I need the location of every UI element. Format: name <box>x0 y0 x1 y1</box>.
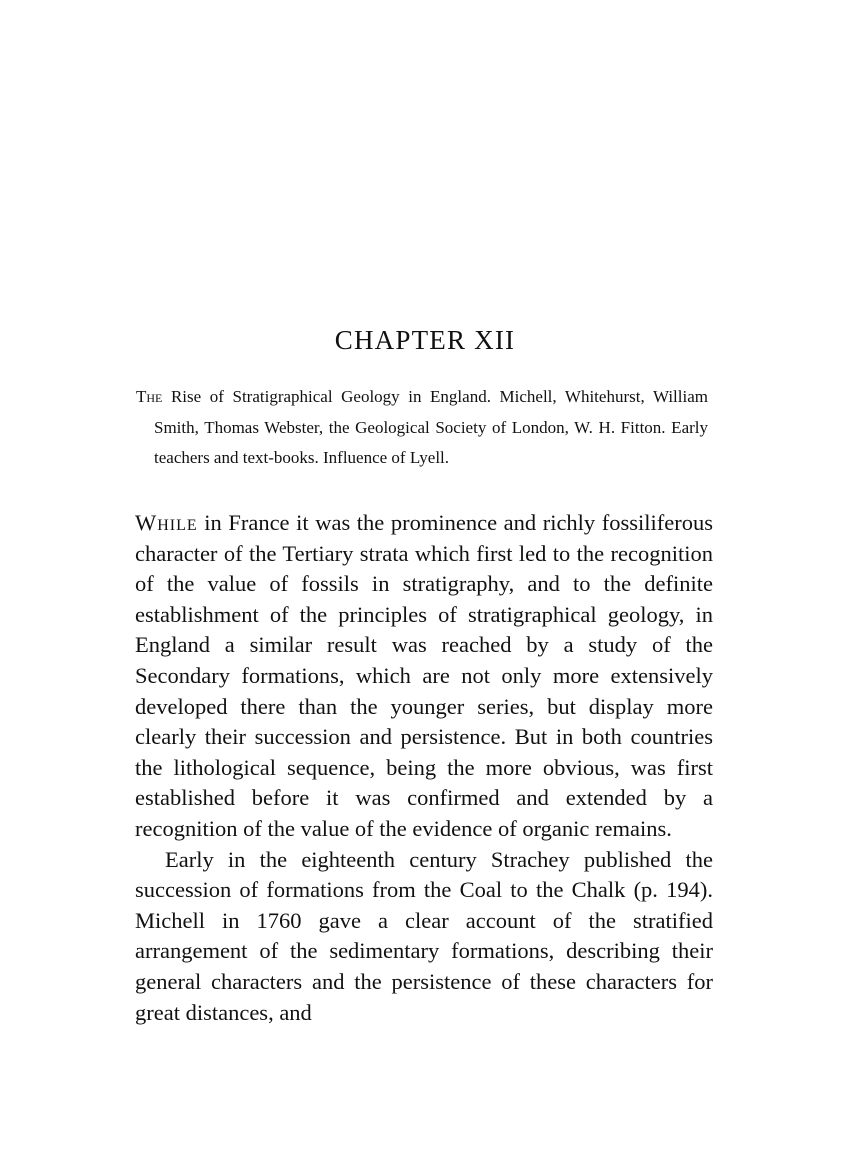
chapter-heading: CHAPTER XII <box>334 325 516 355</box>
paragraph-1-lead-word: While <box>135 510 198 535</box>
paragraph-1-text: in France it was the prominence and richly fossiliferous character of the Tertiary strata which first led to the recognition of the value of fossils in stratigraphy, and to the definite establishment of the principles of stratigraphical geology, in England a similar result was reached by a study of the Secondary formations, which are not only more extensively developed there than the younger series, but display more clearly their succession and persistence. But in both countries the lithological sequence, being the more obvious, was first established before it was confirmed and extended by a recognition of the value of the evidence of organic remains. <box>135 510 713 841</box>
summary-text: Rise of Stratigraphical Geology in England. Michell, Whitehurst, William Smith, Thomas Webster, the Geological Society of London, W. H. Fitton. Early teachers and text-books. Influence of Lyell. <box>154 387 708 467</box>
paragraph-1 <box>135 508 713 845</box>
paragraph-2 <box>135 845 713 1029</box>
chapter-summary <box>136 382 708 474</box>
summary-lead-word: The <box>136 387 163 406</box>
paragraph-2-text: Early in the eighteenth century Strachey published the succession of formations from the Coal to the Chalk (p. 194). Michell in 1760 gave a clear account of the stratified arrangement of the sedimentary formations, describing their general characters and the persistence of these characters for great distances, and <box>135 846 713 1025</box>
body-text <box>135 508 713 1028</box>
